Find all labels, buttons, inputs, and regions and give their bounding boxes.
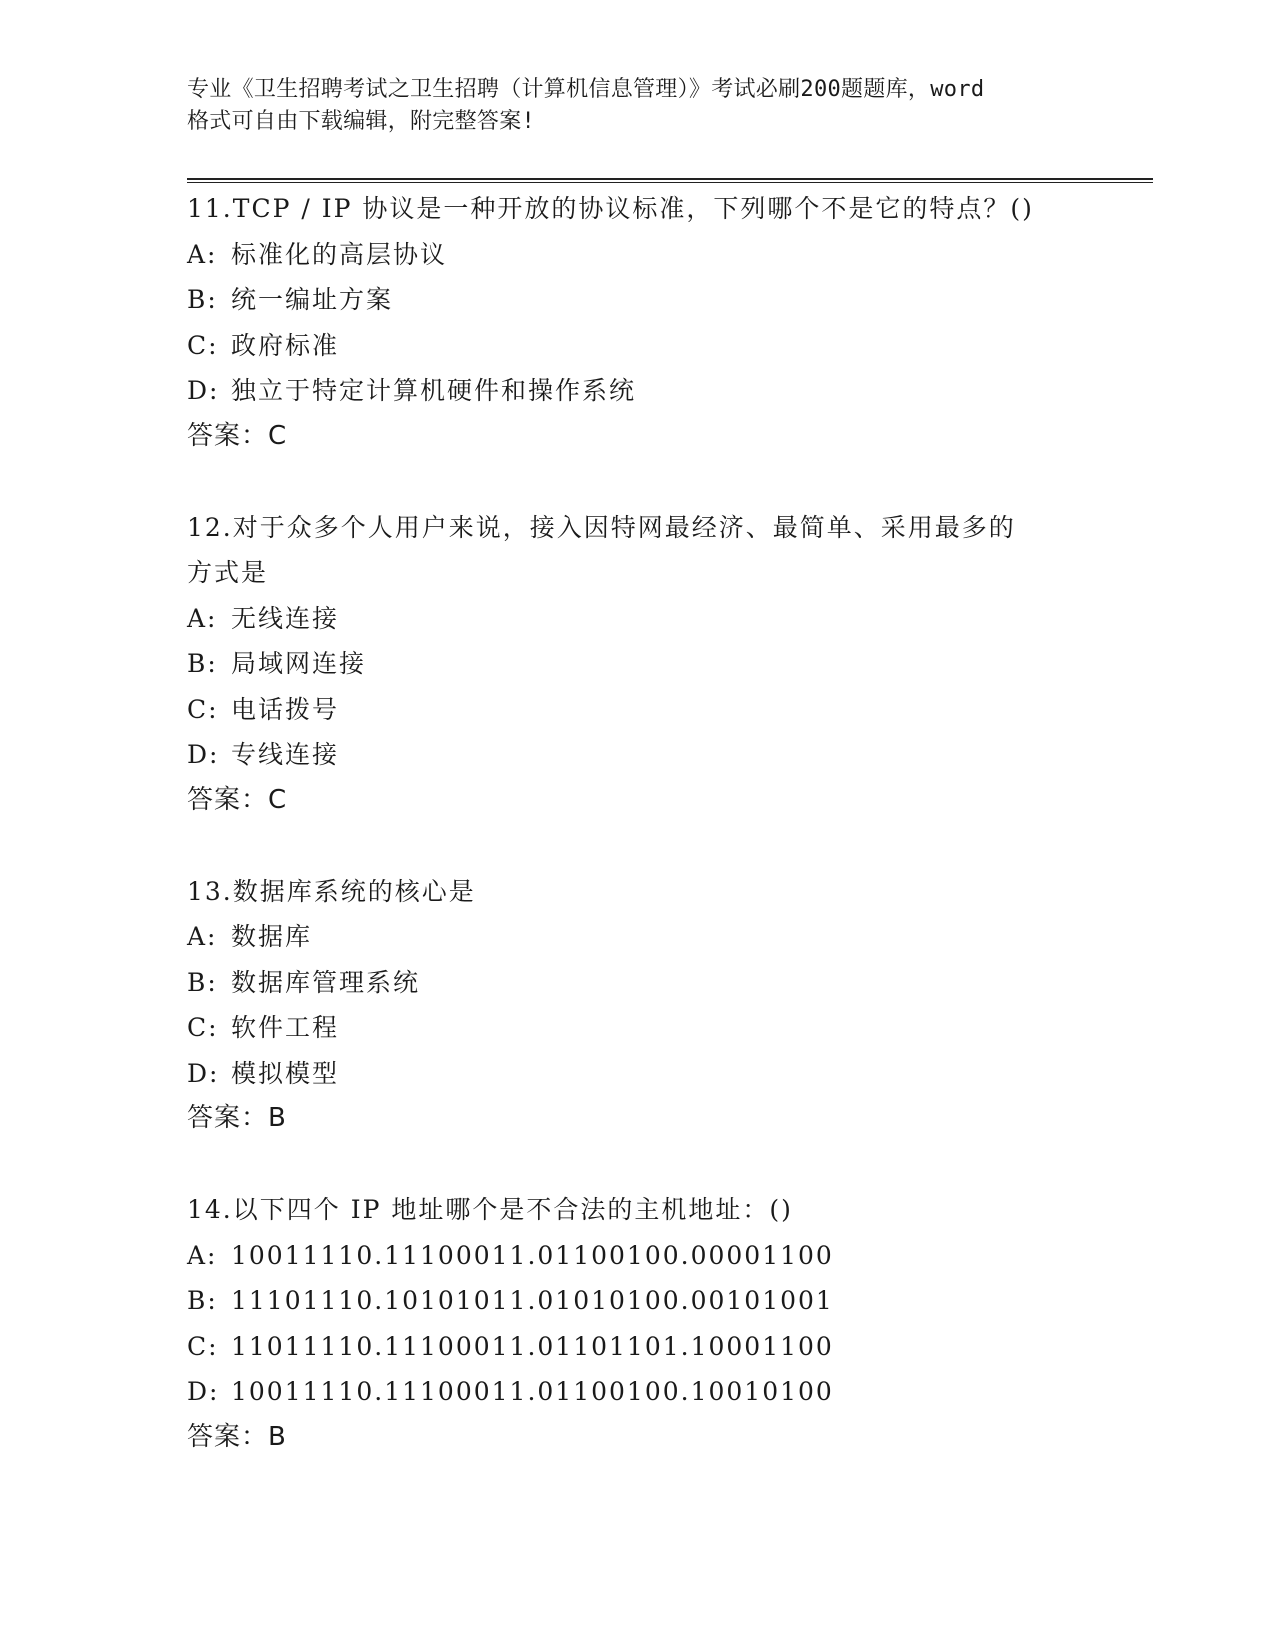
option-text: 数据库 bbox=[231, 922, 313, 951]
option-c bbox=[187, 1324, 1147, 1370]
question-14 bbox=[187, 1187, 1147, 1460]
question-stem bbox=[187, 869, 1147, 915]
option-key: A: bbox=[187, 603, 218, 633]
option-key: C: bbox=[187, 694, 219, 724]
option-key: D: bbox=[187, 376, 220, 405]
question-12 bbox=[187, 505, 1147, 824]
question-stem bbox=[187, 186, 1147, 232]
header-line-2: 格式可自由下载编辑，附完整答案! bbox=[187, 109, 536, 134]
question-text: 数据库系统的核心是 bbox=[232, 876, 476, 906]
option-key: A: bbox=[187, 922, 218, 951]
question-text: 以下四个 IP 地址哪个是不合法的主机地址：() bbox=[232, 1195, 793, 1224]
answer-line: 答案：C bbox=[187, 784, 288, 815]
option-key: B: bbox=[187, 285, 218, 314]
option-c bbox=[187, 687, 1147, 733]
option-text: 11101110.10101011.01010100.00101001 bbox=[231, 1286, 834, 1315]
answer-line: 答案：B bbox=[187, 1421, 287, 1452]
option-key: B: bbox=[187, 967, 218, 997]
option-text: 局域网连接 bbox=[231, 649, 367, 678]
question-stem-continued: 方式是 bbox=[187, 558, 269, 587]
question-number: 11. bbox=[187, 194, 233, 223]
option-key: C: bbox=[187, 1013, 219, 1042]
question-list bbox=[187, 186, 1147, 1506]
option-text: 专线连接 bbox=[231, 740, 340, 769]
option-d bbox=[187, 732, 1147, 778]
option-key: A: bbox=[187, 239, 218, 269]
option-key: D: bbox=[187, 740, 220, 769]
option-text: 11011110.11100011.01101101.10001100 bbox=[231, 1331, 834, 1361]
option-a bbox=[187, 232, 1147, 278]
option-text: 统一编址方案 bbox=[231, 285, 394, 314]
option-text: 电话拨号 bbox=[231, 694, 340, 724]
option-b bbox=[187, 1278, 1147, 1324]
option-key: B: bbox=[187, 1286, 218, 1315]
question-number: 14. bbox=[187, 1195, 233, 1224]
document-header bbox=[187, 74, 1087, 138]
option-text: 数据库管理系统 bbox=[231, 967, 421, 997]
option-b bbox=[187, 277, 1147, 323]
option-b bbox=[187, 641, 1147, 687]
option-c bbox=[187, 1005, 1147, 1051]
option-key: C: bbox=[187, 1331, 219, 1361]
option-key: D: bbox=[187, 1377, 220, 1406]
option-b bbox=[187, 960, 1147, 1006]
option-text: 政府标准 bbox=[231, 330, 340, 360]
header-line-1: 专业《卫生招聘考试之卫生招聘（计算机信息管理）》考试必刷200题题库，word bbox=[187, 77, 985, 102]
question-13 bbox=[187, 869, 1147, 1142]
question-text: TCP / IP 协议是一种开放的协议标准，下列哪个不是它的特点？() bbox=[232, 194, 1034, 223]
header-divider bbox=[187, 178, 1153, 183]
option-d bbox=[187, 1051, 1147, 1097]
option-a bbox=[187, 1233, 1147, 1279]
option-c bbox=[187, 323, 1147, 369]
answer-line: 答案：C bbox=[187, 420, 288, 451]
question-stem bbox=[187, 1187, 1147, 1233]
option-text: 模拟模型 bbox=[231, 1058, 340, 1088]
option-d bbox=[187, 368, 1147, 414]
question-stem bbox=[187, 505, 1147, 551]
option-d bbox=[187, 1369, 1147, 1415]
option-text: 独立于特定计算机硬件和操作系统 bbox=[231, 376, 637, 405]
option-a bbox=[187, 914, 1147, 960]
question-number: 12. bbox=[187, 512, 233, 542]
answer-line: 答案：B bbox=[187, 1103, 287, 1133]
option-text: 无线连接 bbox=[231, 603, 340, 633]
option-key: B: bbox=[187, 649, 218, 678]
option-a bbox=[187, 596, 1147, 642]
question-number: 13. bbox=[187, 876, 233, 906]
option-text: 软件工程 bbox=[231, 1013, 340, 1042]
option-text: 10011110.11100011.01100100.00001100 bbox=[231, 1240, 834, 1270]
option-text: 标准化的高层协议 bbox=[231, 239, 448, 269]
option-key: C: bbox=[187, 330, 219, 360]
option-text: 10011110.11100011.01100100.10010100 bbox=[231, 1377, 834, 1406]
question-text: 对于众多个人用户来说，接入因特网最经济、最简单、采用最多的 bbox=[232, 512, 1016, 542]
option-key: A: bbox=[187, 1240, 218, 1270]
question-11 bbox=[187, 186, 1147, 459]
option-key: D: bbox=[187, 1058, 220, 1088]
